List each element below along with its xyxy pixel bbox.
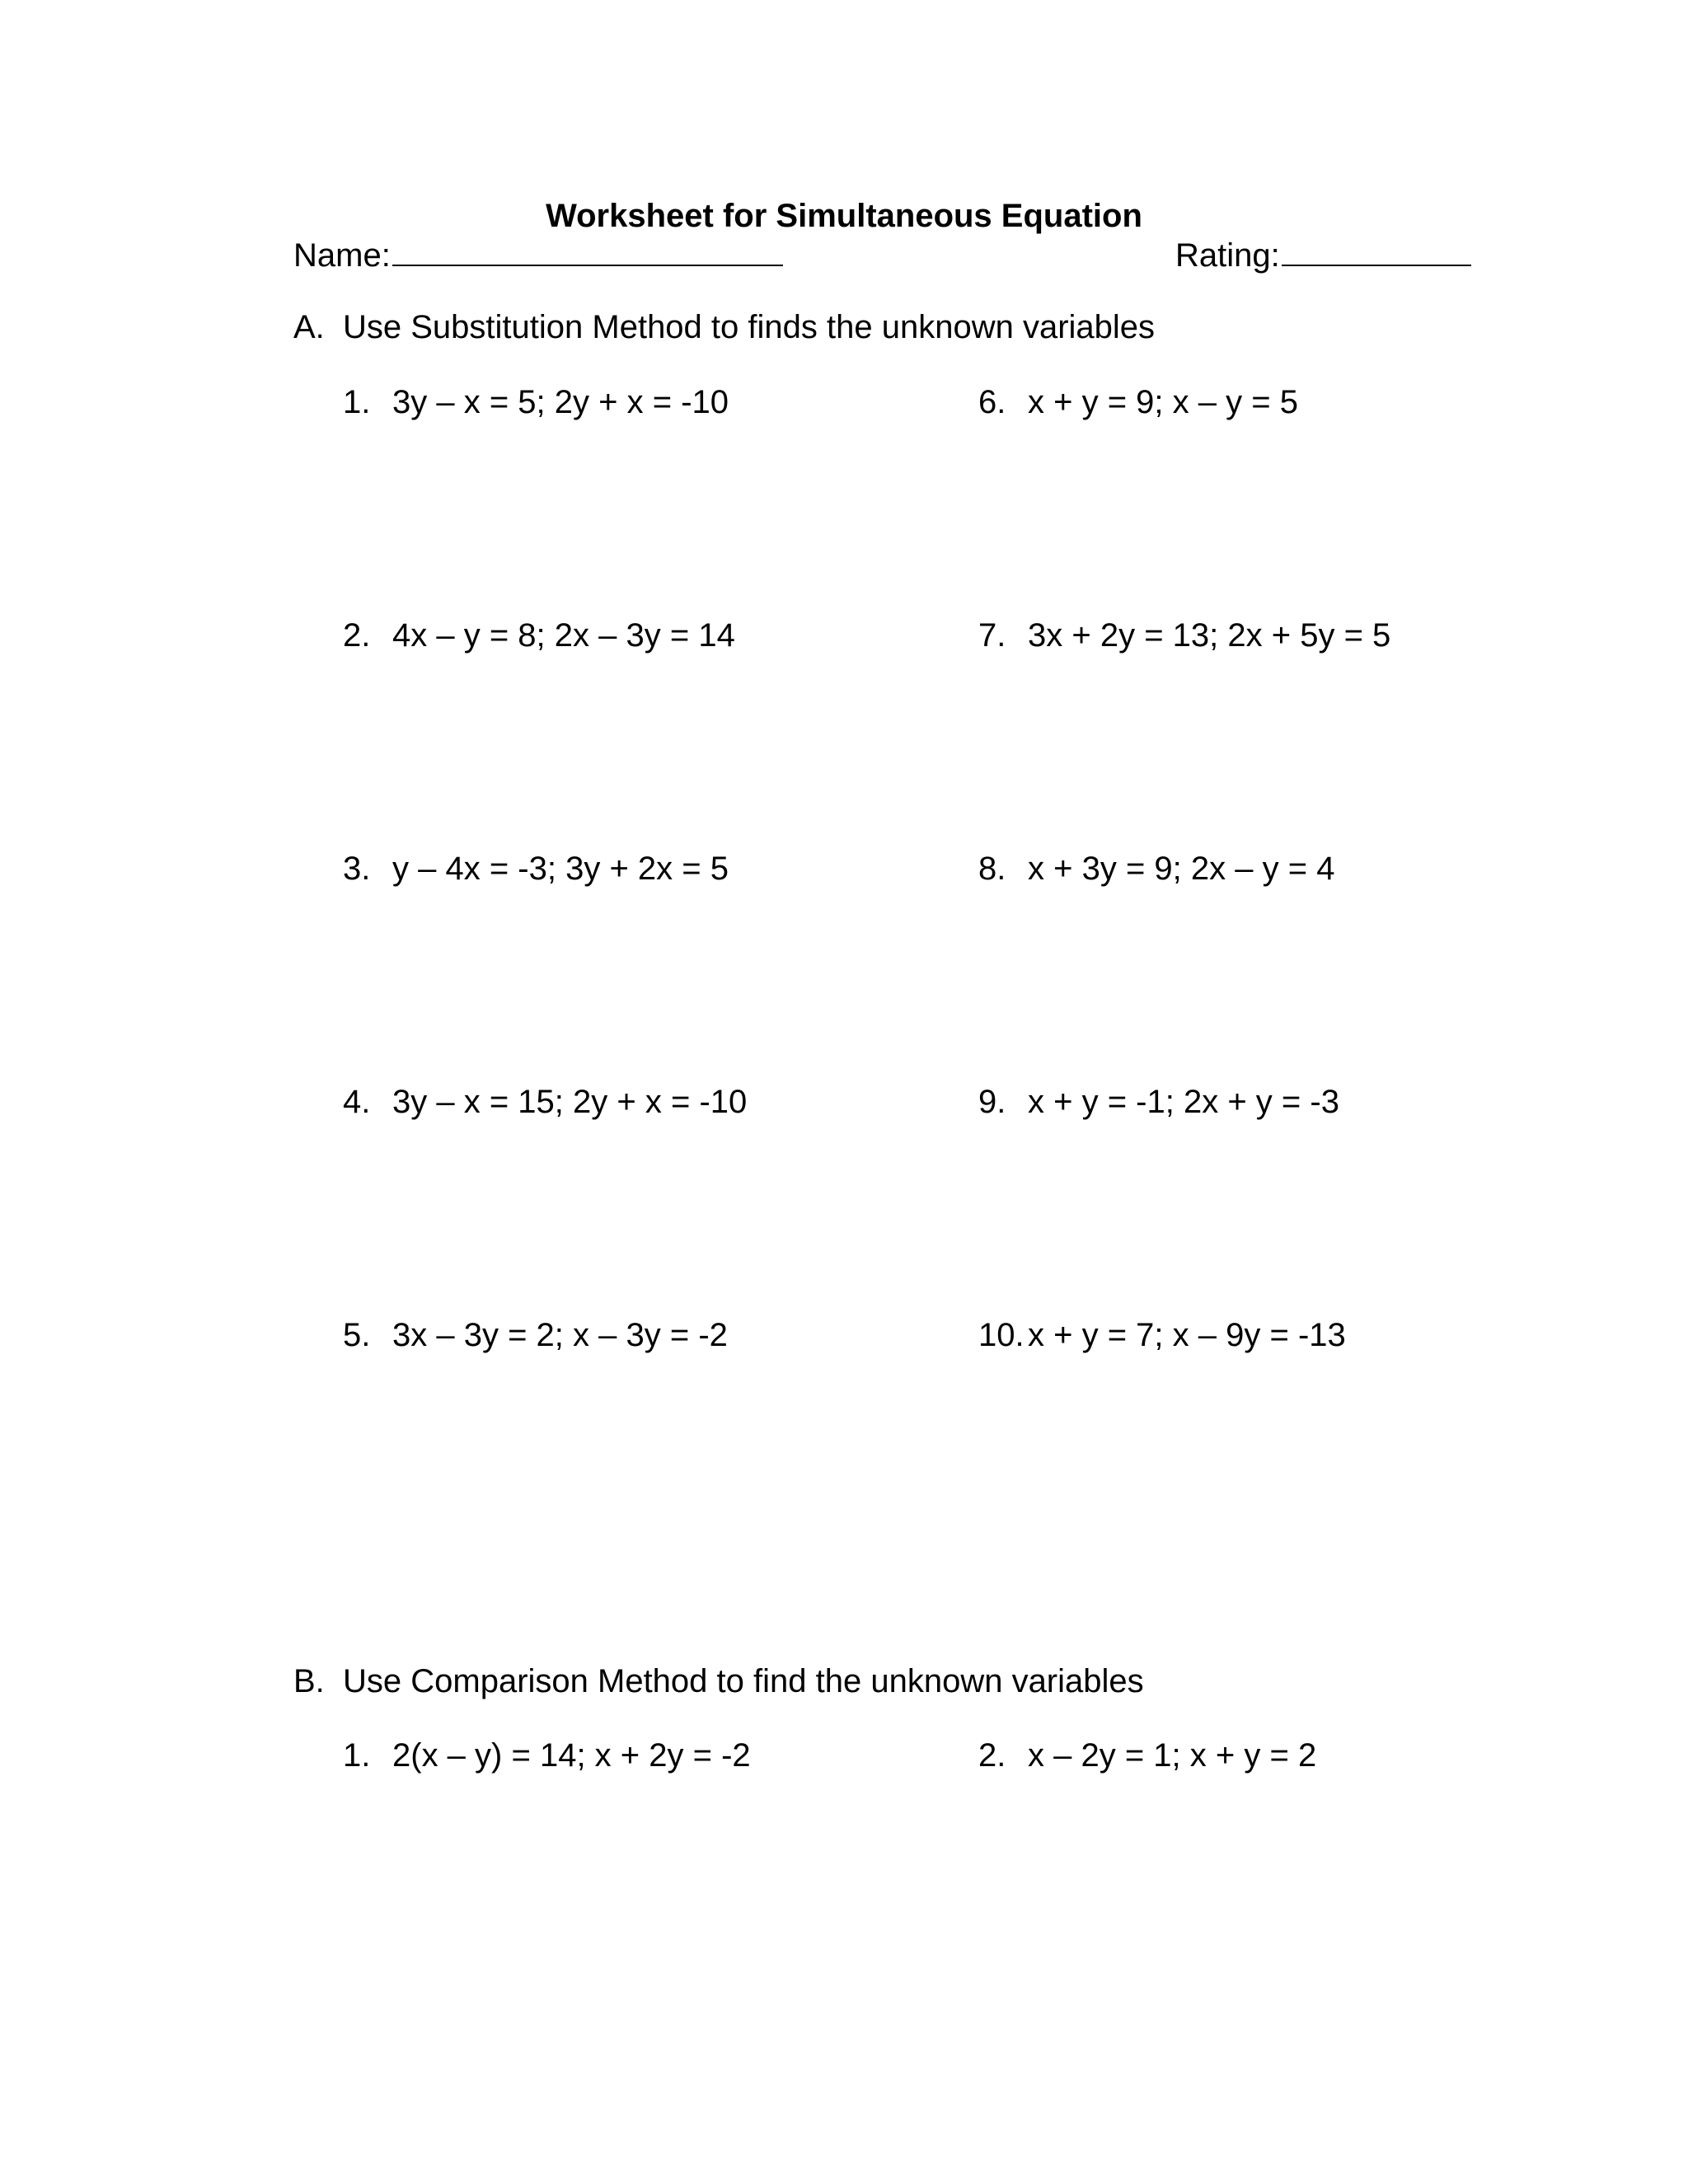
- problem-number: 4.: [343, 1084, 371, 1120]
- problem-number: 1.: [343, 1737, 371, 1774]
- problem-equation: y – 4x = -3; 3y + 2x = 5: [392, 851, 729, 887]
- problem-number: 1.: [343, 384, 371, 420]
- problem-item: [978, 1736, 1316, 1775]
- problem-equation: x – 2y = 1; x + y = 2: [1028, 1737, 1317, 1774]
- problem-item: [343, 1736, 751, 1775]
- problem-equation: 3x – 3y = 2; x – 3y = -2: [392, 1317, 728, 1353]
- problem-equation: x + y = 9; x – y = 5: [1028, 384, 1298, 420]
- problem-equation: 2(x – y) = 14; x + 2y = -2: [392, 1737, 751, 1774]
- problem-item: [343, 1082, 747, 1122]
- problem-equation: 3x + 2y = 13; 2x + 5y = 5: [1028, 617, 1391, 654]
- problem-number: 7.: [978, 617, 1006, 654]
- problem-item: [978, 849, 1334, 888]
- problem-item: [978, 1082, 1339, 1122]
- rating-blank-line: [1282, 233, 1471, 266]
- section-a-heading: [293, 307, 1155, 347]
- problem-equation: x + y = 7; x – 9y = -13: [1028, 1317, 1346, 1353]
- worksheet-title: Worksheet for Simultaneous Equation: [546, 198, 1142, 234]
- name-label: Name:: [293, 237, 391, 274]
- rating-label: Rating:: [1175, 237, 1280, 274]
- problem-item: [343, 849, 729, 888]
- problem-number: 5.: [343, 1317, 371, 1353]
- section-b-instruction: Use Comparison Method to find the unknown variables: [343, 1663, 1144, 1699]
- problem-number: 6.: [978, 384, 1006, 420]
- problem-item: [978, 382, 1298, 422]
- section-a-letter: A.: [293, 309, 325, 345]
- problem-item: [978, 616, 1390, 655]
- section-a-instruction: Use Substitution Method to finds the unknown variables: [343, 309, 1156, 345]
- problem-equation: 3y – x = 5; 2y + x = -10: [392, 384, 729, 420]
- rating-field: [1175, 233, 1471, 275]
- problem-item: [978, 1315, 1346, 1355]
- name-field: [293, 233, 783, 275]
- problem-number: 10.: [978, 1317, 1025, 1353]
- name-blank-line: [392, 233, 783, 266]
- problem-number: 3.: [343, 851, 371, 887]
- problem-equation: x + 3y = 9; 2x – y = 4: [1028, 851, 1335, 887]
- problem-item: [343, 382, 729, 422]
- problem-item: [343, 1315, 728, 1355]
- problem-number: 9.: [978, 1084, 1006, 1120]
- problem-equation: 3y – x = 15; 2y + x = -10: [392, 1084, 748, 1120]
- problem-number: 2.: [978, 1737, 1006, 1774]
- section-b-letter: B.: [293, 1663, 325, 1699]
- problem-item: [343, 616, 735, 655]
- problem-equation: 4x – y = 8; 2x – 3y = 14: [392, 617, 735, 654]
- problem-number: 8.: [978, 851, 1006, 887]
- section-b-heading: [293, 1661, 1144, 1701]
- problem-number: 2.: [343, 617, 371, 654]
- problem-equation: x + y = -1; 2x + y = -3: [1028, 1084, 1339, 1120]
